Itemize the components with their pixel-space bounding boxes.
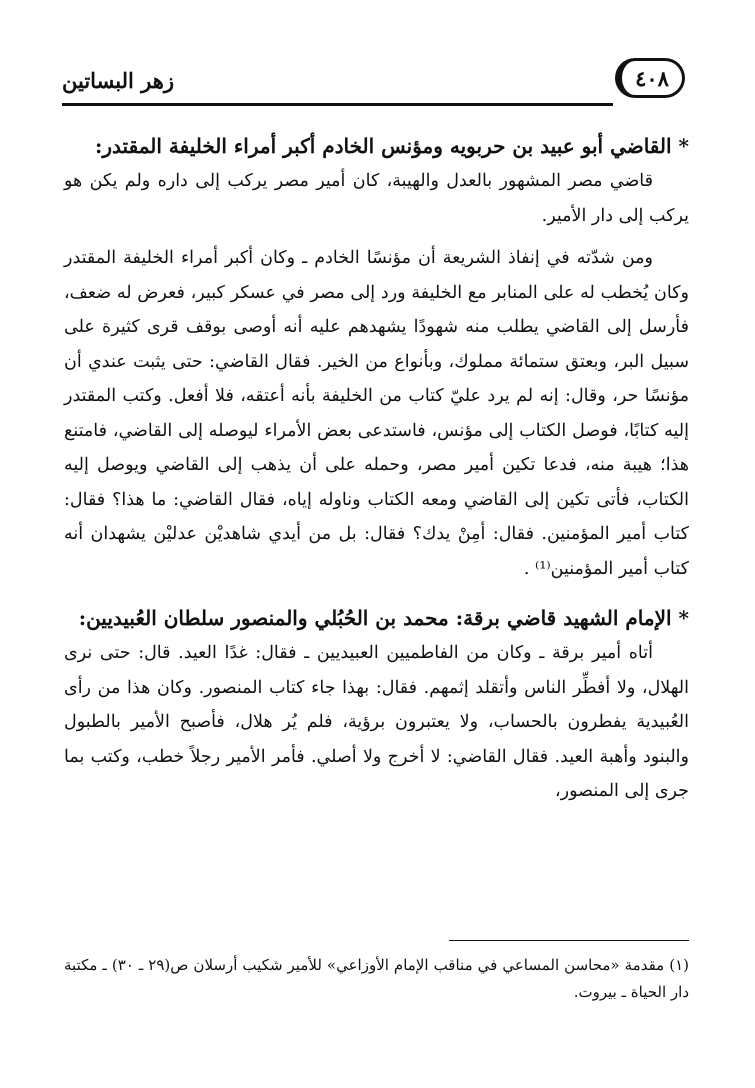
footnote	[64, 952, 689, 1006]
page-body	[64, 128, 689, 809]
section-heading: * الإمام الشهيد قاضي برقة: محمد بن الحُبُلي والمنصور سلطان العُبيديين:	[78, 606, 689, 630]
footnote-separator	[449, 940, 689, 941]
section-qadi-barqa	[64, 600, 689, 809]
footnote-text: (١) مقدمة «محاسن المساعي في مناقب الإمام الأوزاعي» للأمير شكيب أرسلان ص(٢٩ ـ ٣٠) ـ مكتبة دار الحياة ـ بيروت.	[64, 956, 690, 1001]
header-rule	[62, 103, 613, 106]
section-ibn-harbawayh	[64, 128, 689, 586]
running-title: زهر البساتين	[62, 68, 174, 93]
paragraph: قاضي مصر المشهور بالعدل والهيبة، كان أمير مصر يركب إلى داره ولم يكن هو يركب إلى دار الأمير.	[64, 171, 689, 226]
paragraph: ومن شدّته في إنفاذ الشريعة أن مؤنسًا الخادم ـ وكان أكبر أمراء الخليفة المقتدر وكان يُخطب له على المنابر مع الخليفة ورد إلى مصر في عسكر كبير، فعرض له ضعف، فأرسل إلى القاضي يطلب منه شهودًا يشهدهم عليه أنه أوصى بوقف قرى كثيرة على سبيل البر، وبعتق ستمائة مملوك، وبأنواع من الخير. فقال القاضي: حتى يثبت عندي أن مؤنسًا حر، وقال: إنه لم يرد عليّ كتاب من الخليفة بأنه أعتقه، فلا أفعل. وكتب المقتدر إليه كتابًا، فوصل الكتاب إلى مؤنس، فاستدعى بعض الأمراء ليوصله إلى القاضي، فامتنع هذا؛ هيبة منه، فدعا تكين أمير مصر، وحمله على أن يذهب إلى القاضي ويوصل إليه الكتاب، فأتى تكين إلى القاضي ومعه الكتاب وناوله إياه، فقال القاضي: ما هذا؟ فقال: كتاب أمير المؤمنين. فقال: أمِنْ يدك؟ فقال: بل من أيدي شاهديْن عدليْن يشهدان أنه كتاب أمير المؤمنين⁽¹⁾ .	[64, 248, 689, 579]
section-heading: * القاضي أبو عبيد بن حربويه ومؤنس الخادم أكبر أمراء الخليفة المقتدر:	[95, 134, 689, 158]
paragraph: أتاه أمير برقة ـ وكان من الفاطميين العبيديين ـ فقال: غدًا العيد. قال: حتى نرى الهلال، ولا أفطِّر الناس وأتقلد إثمهم. فقال: بهذا جاء كتاب المنصور. وكان هذا من رأى العُبيدية يفطرون بالحساب، ولا يعتبرون برؤية، فلم يُر هلال، فأصبح الأمير بالطبول والبنود وأهبة العيد. فقال القاضي: لا أخرج ولا أصلي. فأمر الأمير رجلاً خطب، وكتب بما جرى إلى المنصور،	[64, 643, 689, 801]
footnotes	[64, 952, 689, 1006]
page-header	[62, 58, 685, 114]
page-number: ٤٠٨	[615, 58, 685, 98]
